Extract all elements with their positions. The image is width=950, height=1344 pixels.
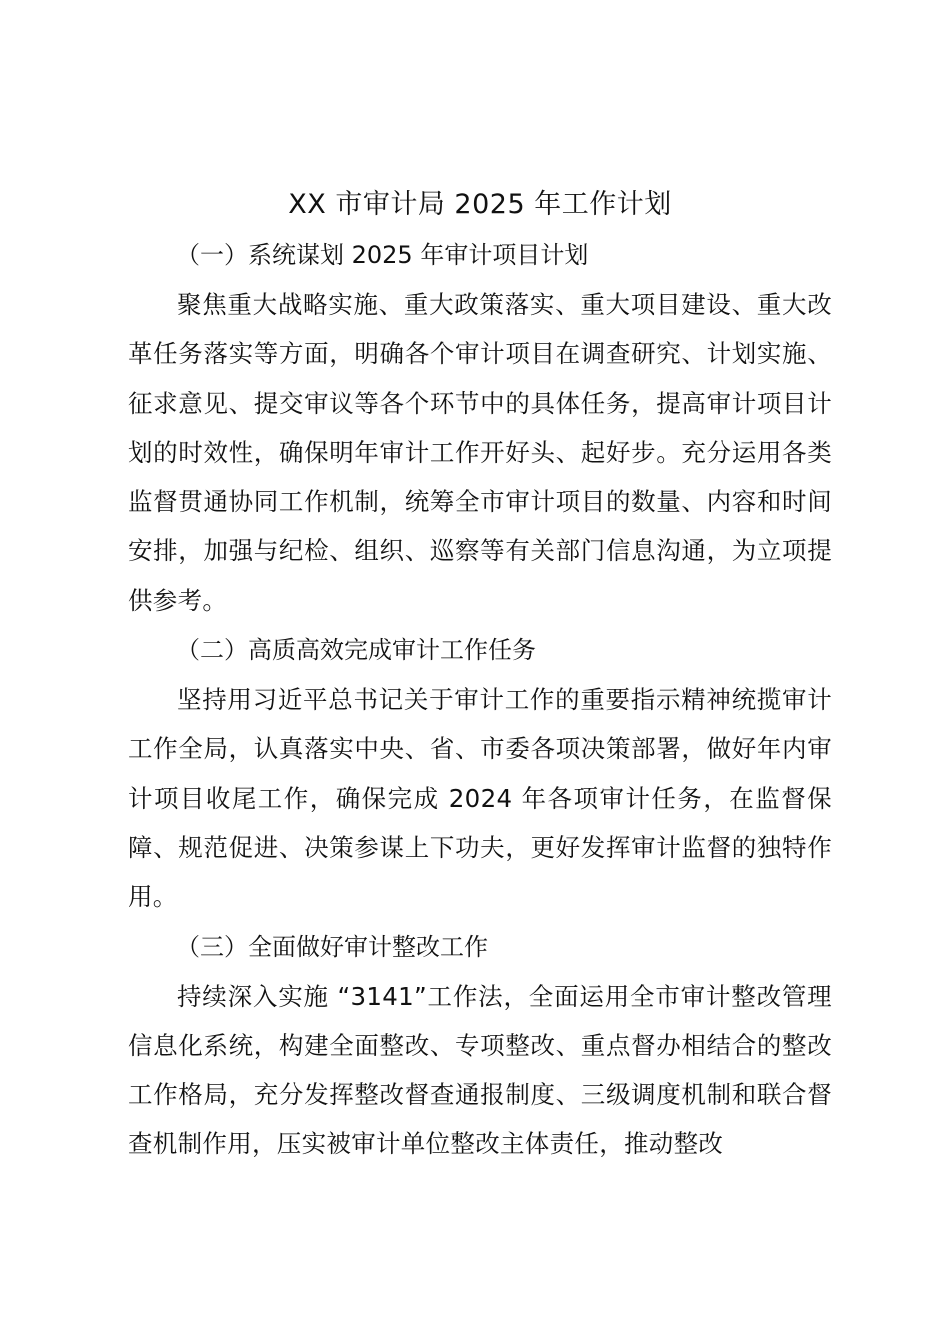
section-1 (128, 231, 832, 625)
section-heading: （二）高质高效完成审计工作任务 (176, 636, 536, 665)
section-paragraph: 聚焦重大战略实施、重大政策落实、重大项目建设、重大改革任务落实等方面，明确各个审计项目在调查研究、计划实施、征求意见、提交审议等各个环节中的具体任务，提高审计项目计划的时效性，确保明年审计工作开好头、起好步。充分运用各类监督贯通协同工作机制，统筹全市审计项目的数量、内容和时间安排，加强与纪检、组织、巡察等有关部门信息沟通，为立项提供参考。 (128, 290, 832, 615)
section-heading: （三）全面做好审计整改工作 (176, 932, 488, 961)
document-body (128, 183, 832, 1169)
section-heading: （一）系统谋划 2025 年审计项目计划 (176, 241, 589, 269)
section-3 (128, 923, 832, 1169)
section-2 (128, 626, 832, 921)
section-paragraph: 坚持用习近平总书记关于审计工作的重要指示精神统揽审计工作全局，认真落实中央、省、市委各项决策部署，做好年内审计项目收尾工作，确保完成 2024 年各项审计任务，在监督保障、规范促进、决策参谋上下功夫，更好发挥审计监督的独特作用。 (128, 685, 832, 912)
document-title: XX 市审计局 2025 年工作计划 (288, 189, 672, 220)
section-paragraph: 持续深入实施 “3141”工作法，全面运用全市审计整改管理信息化系统，构建全面整改、专项整改、重点督办相结合的整改工作格局，充分发挥整改督查通报制度、三级调度机制和联合督查机制作用，压实被审计单位整改主体责任，推动整改 (128, 981, 832, 1159)
